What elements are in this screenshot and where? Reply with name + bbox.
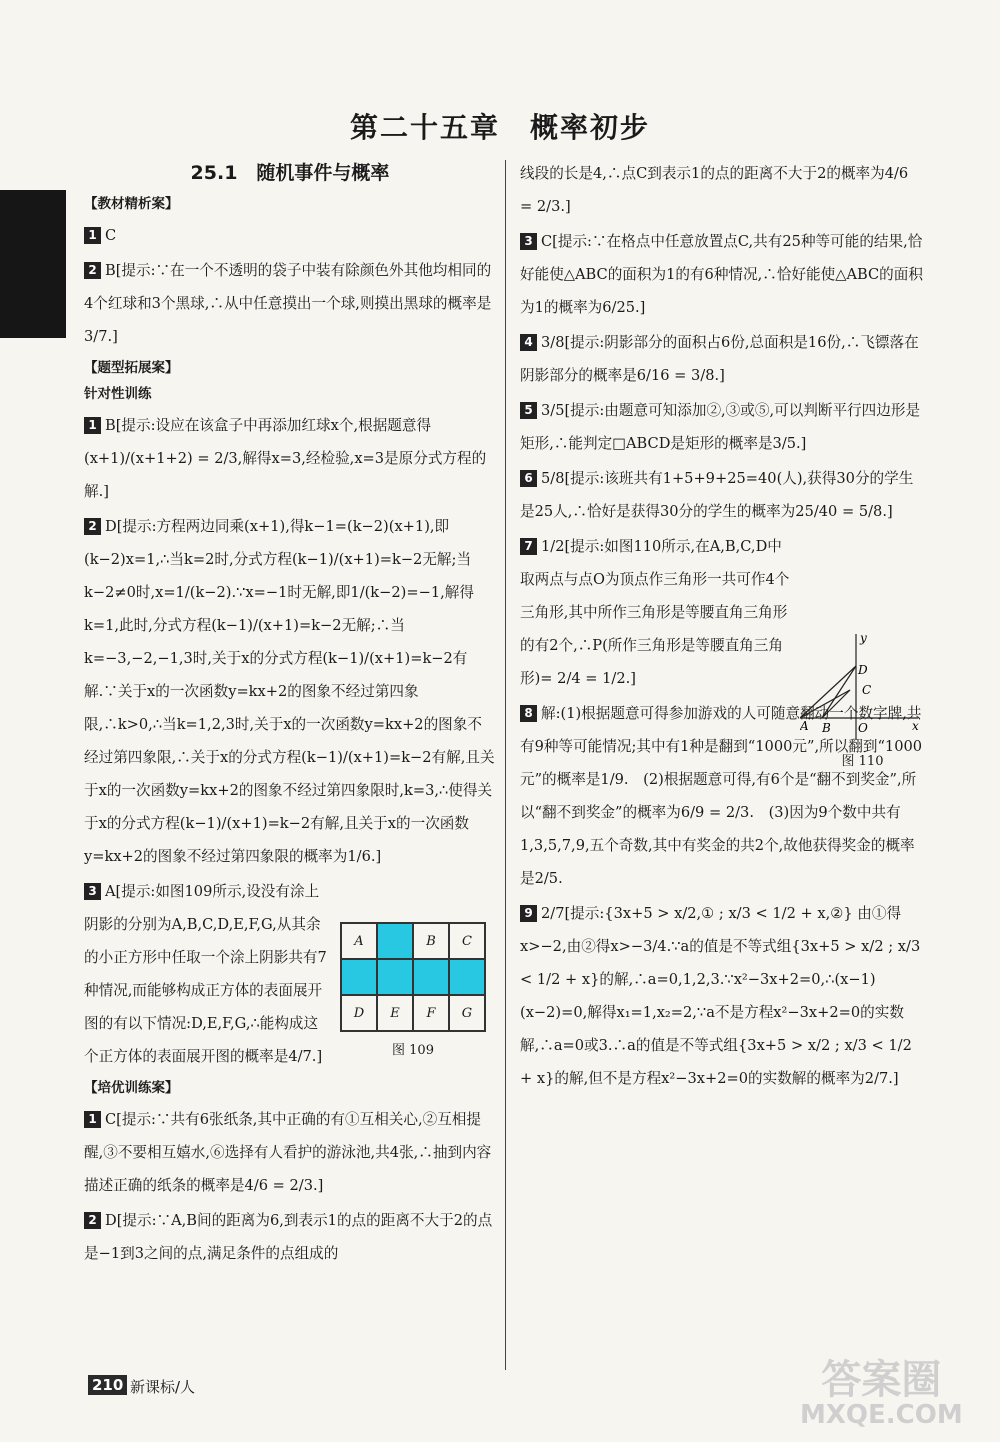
item-text: B[提示:∵在一个不透明的袋子中装有除颜色外其他均相同的4个红球和3个黑球,∴从中任意摸出一个球,则摸出黑球的概率是3/7.]	[84, 262, 492, 345]
grid-cell: D	[341, 995, 377, 1031]
subhead-targeted: 针对性训练	[84, 386, 152, 402]
label-b: B	[822, 721, 831, 735]
advanced-item-2	[84, 1204, 496, 1270]
item-number: 8	[520, 705, 537, 722]
expand-item-1	[84, 409, 496, 508]
item-number: 4	[520, 334, 537, 351]
chapter-title: 第二十五章 概率初步	[349, 111, 650, 144]
item-text: 5/8[提示:该班共有1+5+9+25=40(人),获得30分的学生是25人,∴恰好是获得30分的学生的概率为25/40 = 5/8.]	[520, 470, 914, 520]
advanced-item-3	[520, 225, 925, 324]
label-expand: 【题型拓展案】	[84, 360, 179, 376]
advanced-item-5	[520, 394, 925, 460]
item-text: D[提示:∵A,B间的距离为6,到表示1的点的距离不大于2的点是−1到3之间的点,满足条件的点组成的	[84, 1212, 493, 1262]
item-number: 3	[520, 233, 537, 250]
label-textbook: 【教材精析案】	[84, 196, 179, 212]
watermark-line-1: 答案圈	[821, 1357, 942, 1403]
label-x: x	[912, 719, 919, 733]
page-number: 210	[88, 1375, 127, 1395]
cube-net-grid	[340, 922, 486, 1032]
item-number: 3	[84, 883, 101, 900]
label-a: A	[800, 719, 809, 733]
advanced-item-9	[520, 897, 925, 1095]
chapter-tab	[0, 190, 66, 338]
left-column	[84, 155, 496, 1272]
item-number: 7	[520, 538, 537, 555]
item-text: B[提示:设应在该盒子中再添加红球x个,根据题意得 (x+1)/(x+1+2) = 2/3,解得x=3,经检验,x=3是原分式方程的解.]	[84, 417, 487, 500]
figure-109	[340, 922, 486, 1064]
advanced-item-1	[84, 1103, 496, 1202]
label-c: C	[862, 683, 872, 697]
grid-cell: F	[413, 995, 449, 1031]
grid-cell: C	[449, 923, 485, 959]
label-advanced: 【培优训练案】	[84, 1080, 179, 1096]
figure-caption: 图 110	[841, 754, 884, 769]
coordinate-figure	[800, 630, 925, 745]
item-number: 1	[84, 1111, 101, 1128]
watermark-line-2: MXQE.COM	[800, 1400, 963, 1430]
item-number: 2	[84, 518, 101, 535]
item-text: 2/7[提示:{3x+5 > x/2,① ; x/3 < 1/2 + x,②} 由①得x>−2,由②得x>−3/4.∵a的值是不等式组{3x+5 > x/2 ; x/3 < 1/2 + x}的解,∴a=0,1,2,3.∵x²−3x+2=0,∴(x−1)(x−2)=0,解得x₁=1,x₂=2,∵a不是方程x²−3x+2=0的实数解,∴a=0或3.∴a的值是不等式组{3x+5 > x/2 ; x/3 < 1/2 + x}的解,但不是方程x²−3x+2=0的实数解的概率为2/7.]	[520, 905, 921, 1087]
advanced-item-2-continued: 线段的长是4,∴点C到表示1的点的距离不大于2的概率为4/6 = 2/3.]	[520, 165, 909, 215]
footer-series: 新课标/人	[130, 1378, 196, 1396]
item-text: 1/2[提示:如图110所示,在A,B,C,D中取两点与点O为顶点作三角形一共可作4个三角形,其中所作三角形是等腰直角三角形的有2个,∴P(所作三角形是等腰直角三角形)= 2/4 = 1/2.]	[520, 538, 790, 687]
grid-cell-shaded	[413, 959, 449, 995]
grid-cell-shaded	[377, 959, 413, 995]
item-text: D[提示:方程两边同乘(x+1),得k−1=(k−2)(x+1),即(k−2)x=1,∴当k=2时,分式方程(k−1)/(x+1)=k−2无解;当k−2≠0时,x=1/(k−2).∵x=−1时无解,即1/(k−2)=−1,解得k=1,此时,分式方程(k−1)/(x+1)=k−2无解;∴当k=−3,−2,−1,3时,关于x的分式方程(k−1)/(x+1)=k−2有解.∵关于x的一次函数y=kx+2的图象不经过第四象限,∴k>0,∴当k=1,2,3时,关于x的一次函数y=kx+2的图象不经过第四象限,∴关于x的分式方程(k−1)/(x+1)=k−2有解,且关于x的一次函数y=kx+2的图象不经过第四象限时,k=3,∴使得关于x的分式方程(k−1)/(x+1)=k−2有解,且关于x的一次函数y=kx+2的图象不经过第四象限的概率为1/6.]	[84, 518, 495, 865]
textbook-item-2	[84, 254, 496, 353]
item-number: 2	[84, 1212, 101, 1229]
item-number: 9	[520, 905, 537, 922]
label-o: O	[858, 721, 868, 735]
section-title: 25.1 随机事件与概率	[190, 162, 390, 184]
grid-cell-shaded	[341, 959, 377, 995]
advanced-item-6	[520, 462, 925, 528]
advanced-item-4	[520, 326, 925, 392]
item-text: 3/8[提示:阴影部分的面积占6份,总面积是16份,∴飞镖落在阴影部分的概率是6/16 = 3/8.]	[520, 334, 919, 384]
grid-cell-shaded	[449, 959, 485, 995]
item-number: 1	[84, 227, 101, 244]
item-number: 1	[84, 417, 101, 434]
right-column	[520, 155, 925, 1097]
watermark-logo	[800, 1357, 963, 1430]
item-text: C	[105, 227, 117, 244]
item-number: 6	[520, 470, 537, 487]
figure-caption: 图 109	[392, 1043, 434, 1058]
item-text: 解:(1)根据题意可得参加游戏的人可随意翻动一个数字牌,共有9种等可能情况;其中有1种是翻到“1000元”,所以翻到“1000元”的概率是1/9. (2)根据题意可得,有6个是“翻不到奖金”,所以“翻不到奖金”的概率为6/9 = 2/3. (3)因为9个数中共有1,3,5,7,9,五个奇数,其中有奖金的共2个,故他获得奖金的概率是2/5.	[520, 705, 923, 887]
figure-110	[800, 630, 925, 775]
grid-cell: G	[449, 995, 485, 1031]
label-y: y	[860, 631, 867, 645]
item-text: A[提示:如图109所示,设没有涂上阴影的分别为A,B,C,D,E,F,G,从其余的小正方形中任取一个涂上阴影共有7种情况,而能够构成正方体的表面展开图的有以下情况:D,E,F,G,∴能构成这个正方体的表面展开图的概率是4/7.]	[84, 883, 327, 1065]
column-divider	[505, 160, 506, 1370]
textbook-item-1	[84, 219, 496, 252]
expand-item-2	[84, 510, 496, 873]
grid-cell: B	[413, 923, 449, 959]
expand-item-3	[84, 875, 329, 1073]
grid-cell: E	[377, 995, 413, 1031]
item-number: 5	[520, 402, 537, 419]
item-number: 2	[84, 262, 101, 279]
item-text: C[提示:∵共有6张纸条,其中正确的有①互相关心,②互相提醒,③不要相互嬉水,⑥选择有人看护的游泳池,共4张,∴抽到内容描述正确的纸条的概率是4/6 = 2/3.]	[84, 1111, 492, 1194]
item-text: C[提示:∵在格点中任意放置点C,共有25种等可能的结果,恰好能使△ABC的面积为1的有6种情况,∴恰好能使△ABC的面积为1的概率为6/25.]	[520, 233, 923, 316]
label-d: D	[858, 663, 868, 677]
item-text: 3/5[提示:由题意可知添加②,③或⑤,可以判断平行四边形是矩形,∴能判定□ABCD是矩形的概率是3/5.]	[520, 402, 921, 452]
grid-cell: A	[341, 923, 377, 959]
grid-cell-shaded	[377, 923, 413, 959]
advanced-item-7	[520, 530, 790, 695]
